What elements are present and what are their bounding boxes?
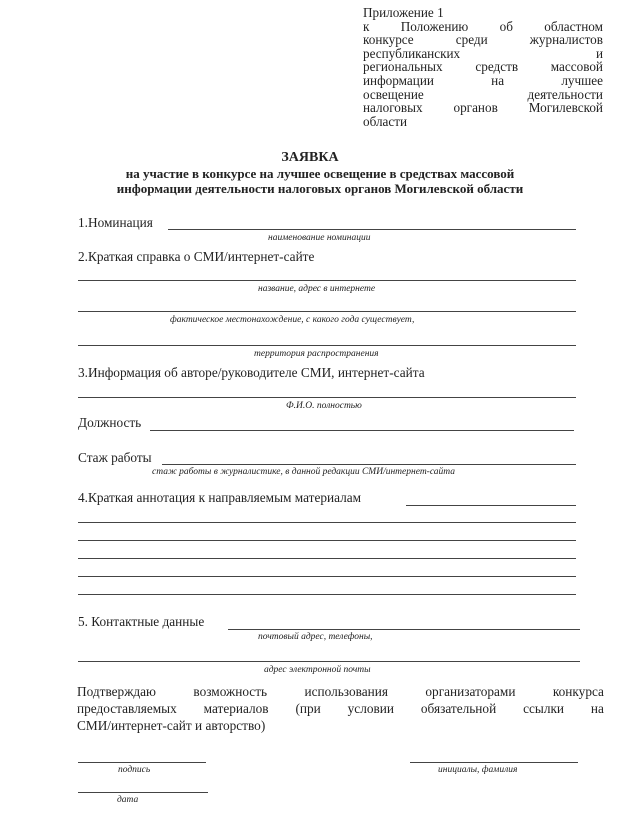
- appendix-word: об: [499, 18, 513, 34]
- appendix-word: республиканских: [363, 45, 461, 61]
- appendix-word: органов: [453, 100, 498, 116]
- appendix-line-4: [363, 47, 603, 61]
- subtitle-line-1: на участие в конкурсе на лучшее освещение в средствах массовой: [125, 166, 515, 181]
- document-subtitle: [20, 166, 620, 196]
- annotation-line-3[interactable]: [78, 558, 576, 559]
- confirm-word: организаторами: [425, 684, 516, 699]
- nomination-label: 1.Номинация: [78, 215, 153, 230]
- annotation-line-0[interactable]: [406, 505, 576, 506]
- experience-line[interactable]: [162, 464, 576, 465]
- brief-line-2[interactable]: [78, 311, 576, 312]
- confirm-word: (при: [295, 701, 321, 716]
- confirm-word: условии: [347, 701, 395, 716]
- brief-line-1[interactable]: [78, 280, 576, 281]
- confirm-word: обязательной: [420, 701, 497, 716]
- position-label: Должность: [78, 415, 142, 430]
- appendix-word: журналистов: [529, 32, 603, 48]
- confirmation-text: [77, 683, 604, 734]
- annotation-line-4[interactable]: [78, 576, 576, 577]
- appendix-word: среди: [455, 32, 488, 48]
- author-line[interactable]: [78, 397, 576, 398]
- annotation-label: 4.Краткая аннотация к направляемым материалам: [78, 490, 362, 505]
- appendix-line-9: области: [363, 113, 408, 129]
- annotation-line-1[interactable]: [78, 522, 576, 523]
- appendix-line-5: [363, 60, 603, 74]
- initials-hint: инициалы, фамилия: [438, 765, 518, 775]
- subtitle-line-2: информации деятельности налоговых органов Могилевской области: [116, 181, 524, 196]
- confirm-line-3: СМИ/интернет-сайт и авторство): [77, 718, 266, 733]
- date-line[interactable]: [78, 792, 208, 793]
- confirm-line-1: [77, 683, 604, 700]
- confirm-word: использования: [304, 684, 388, 699]
- appendix-line-1: Приложение 1: [363, 5, 444, 20]
- appendix-line-6: [363, 74, 603, 88]
- confirm-word: материалов: [203, 701, 269, 716]
- appendix-line-8: [363, 101, 603, 115]
- appendix-line-7: [363, 88, 603, 102]
- confirm-word: предоставляемых: [77, 701, 177, 716]
- confirm-word: ссылки: [523, 701, 565, 716]
- confirm-line-2: [77, 700, 604, 717]
- brief-line-3[interactable]: [78, 345, 576, 346]
- nomination-line[interactable]: [168, 229, 576, 230]
- brief-hint-3: территория распространения: [254, 349, 379, 359]
- initials-line[interactable]: [410, 762, 578, 763]
- appendix-word: Могилевской: [528, 100, 603, 116]
- appendix-word: освещение: [363, 86, 424, 102]
- appendix-word: на: [491, 72, 505, 88]
- author-label: 3.Информация об авторе/руководителе СМИ, интернет-сайта: [78, 365, 425, 380]
- appendix-word: налоговых: [363, 100, 423, 116]
- appendix-word: лучшее: [561, 72, 603, 88]
- confirm-word: конкурса: [552, 684, 604, 699]
- experience-hint: стаж работы в журналистике, в данной редакции СМИ/интернет-сайта: [152, 467, 456, 477]
- signature-hint: подпись: [118, 765, 151, 775]
- contacts-hint-2: адрес электронной почты: [264, 665, 371, 675]
- contacts-label: 5. Контактные данные: [78, 614, 205, 629]
- appendix-word: Положению: [400, 18, 469, 34]
- contacts-line-2[interactable]: [78, 661, 580, 662]
- appendix-word: деятельности: [527, 86, 603, 102]
- annotation-line-2[interactable]: [78, 540, 576, 541]
- date-hint: дата: [117, 795, 139, 805]
- appendix-line-2: [363, 20, 603, 34]
- confirm-word: возможность: [193, 684, 268, 699]
- brief-label: 2.Краткая справка о СМИ/интернет-сайте: [78, 249, 315, 264]
- appendix-word: к: [363, 18, 370, 34]
- brief-hint-1: название, адрес в интернете: [258, 284, 376, 294]
- appendix-word: средств: [475, 59, 519, 75]
- appendix-word: конкурсе: [363, 32, 414, 48]
- appendix-block: [363, 6, 603, 128]
- appendix-line-3: [363, 33, 603, 47]
- appendix-word: региональных: [363, 59, 443, 75]
- author-hint: Ф.И.О. полностью: [286, 401, 362, 411]
- annotation-line-5[interactable]: [78, 594, 576, 595]
- position-line[interactable]: [150, 430, 574, 431]
- nomination-hint: наименование номинации: [268, 233, 371, 243]
- contacts-line-1[interactable]: [228, 629, 580, 630]
- confirm-word: Подтверждаю: [77, 684, 156, 699]
- appendix-word: информации: [363, 72, 434, 88]
- appendix-word: областном: [544, 18, 603, 34]
- signature-line[interactable]: [78, 762, 206, 763]
- document-title: ЗАЯВКА: [281, 150, 339, 165]
- brief-hint-2: фактическое местонахождение, с какого года существует,: [170, 315, 415, 325]
- contacts-hint-1: почтовый адрес, телефоны,: [258, 632, 373, 642]
- confirm-word: на: [590, 701, 604, 716]
- appendix-word: массовой: [550, 59, 603, 75]
- experience-label: Стаж работы: [78, 450, 152, 465]
- appendix-word: и: [595, 45, 603, 61]
